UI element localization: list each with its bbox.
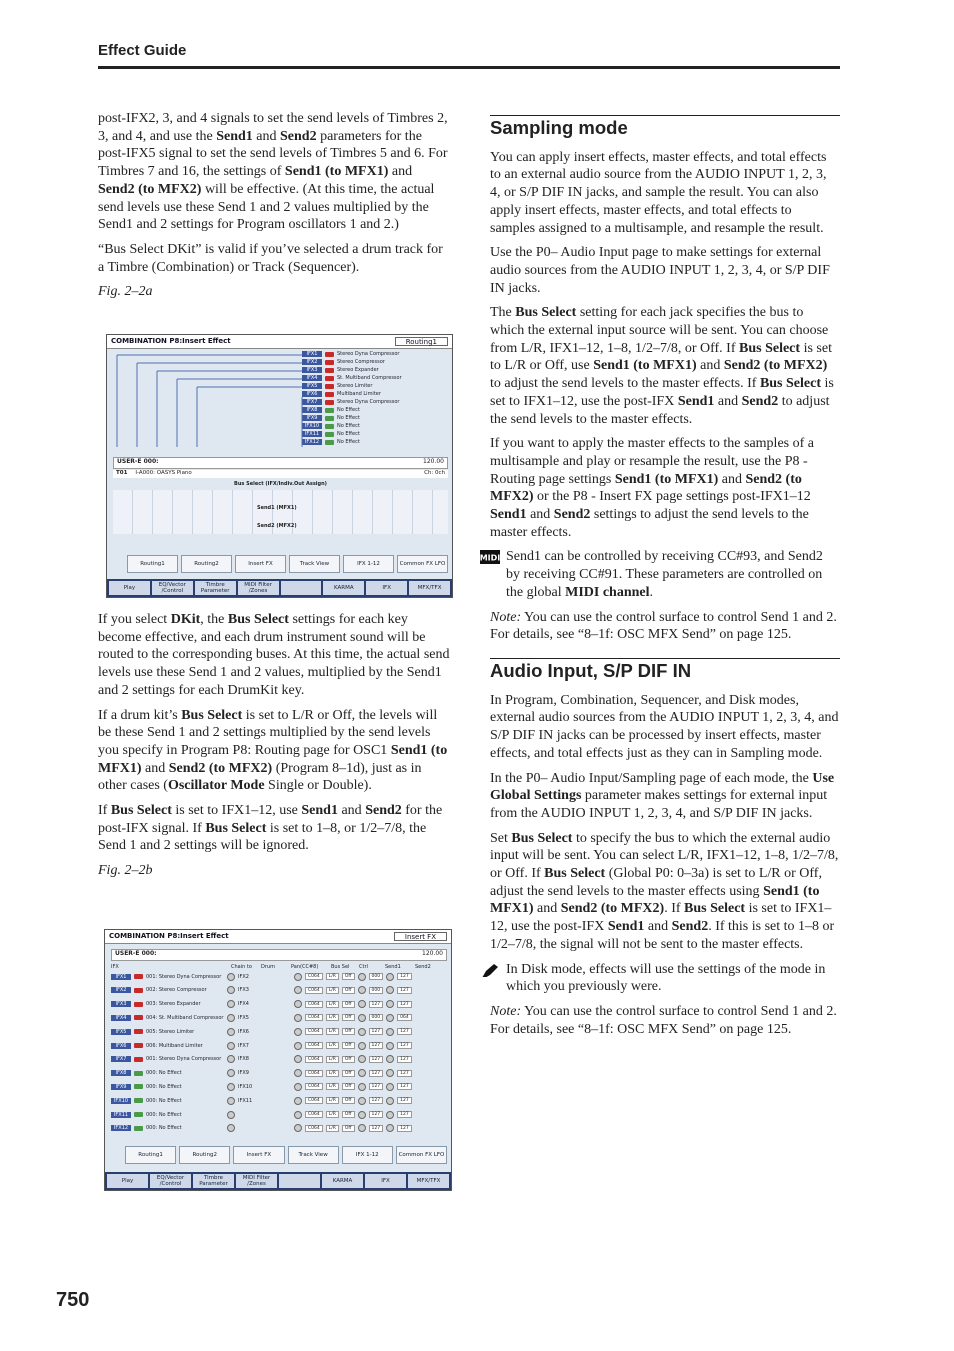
screen-title: COMBINATION P8:Insert Effect <box>109 932 229 940</box>
ifx-switch-icon[interactable] <box>134 1084 143 1089</box>
mode-button[interactable]: IFX <box>365 1174 406 1188</box>
chain-knob-icon[interactable] <box>227 1028 235 1036</box>
send1-value: 000 <box>369 973 384 980</box>
send2-knob-icon[interactable] <box>386 1055 394 1063</box>
ctrl-value[interactable]: Off <box>342 1083 355 1090</box>
chain-to: IFX4 <box>238 1001 249 1008</box>
send2-value: 127 <box>397 1070 412 1077</box>
ctrl-value[interactable]: Off <box>342 1028 355 1035</box>
column-header: Bus Sel <box>331 964 350 970</box>
bus-select[interactable]: L/R <box>326 1083 339 1090</box>
send2-knob-icon[interactable] <box>386 1097 394 1105</box>
send2-value: 127 <box>397 1097 412 1104</box>
ctrl-value[interactable]: Off <box>342 1070 355 1077</box>
ifx-name: No Effect <box>337 423 360 429</box>
column-header: Pan(CC#8) <box>291 964 319 970</box>
ifx-name[interactable]: 001: Stereo Dyna Compressor <box>146 973 222 980</box>
ifx-row <box>111 1027 447 1036</box>
ifx-label: IFX5 <box>111 1029 131 1035</box>
ifx-label: IFX8 <box>111 1070 131 1076</box>
send1-knob-icon[interactable] <box>358 973 366 981</box>
send1-value: 127 <box>369 1056 384 1063</box>
chain-knob-icon[interactable] <box>227 1069 235 1077</box>
send1-value: 127 <box>369 1125 384 1132</box>
mode-button[interactable]: IFX <box>366 581 407 595</box>
ifx-label: IFX5 <box>302 383 322 389</box>
column-header: Send1 <box>385 964 401 970</box>
ifx-row <box>111 1069 447 1078</box>
disk-note: In Disk mode, effects will use the settings of the mode in which you previously were. <box>480 961 840 996</box>
pan-value: C064 <box>305 1042 323 1049</box>
section-heading: Sampling mode <box>490 115 840 137</box>
send2-value: 127 <box>397 1056 412 1063</box>
page-tab[interactable]: IFX 1-12 <box>343 555 394 573</box>
chain-knob-icon[interactable] <box>227 1111 235 1119</box>
ifx-switch-icon[interactable] <box>134 974 143 979</box>
ifx-label: IFX9 <box>111 1084 131 1090</box>
note: Note: You can use the control surface to control Send 1 and 2. For details, see “8–1f: OSC MFX Send” on page 125. <box>490 1003 837 1037</box>
chain-to: IFX6 <box>238 1028 249 1035</box>
page-tab[interactable]: Routing1 <box>125 1146 176 1164</box>
send2-value: 127 <box>397 1001 412 1008</box>
ifx-label: IFX6 <box>111 1043 131 1049</box>
mode-button[interactable]: Timbre Parameter <box>193 1174 234 1188</box>
send2-knob-icon[interactable] <box>386 1000 394 1008</box>
send1-value: 127 <box>369 1028 384 1035</box>
mode-button[interactable] <box>279 1174 320 1188</box>
column-header: Ctrl <box>359 964 368 970</box>
send2-knob-icon[interactable] <box>386 986 394 994</box>
ifx-row <box>111 1055 447 1064</box>
header-rule <box>98 66 840 69</box>
page-tab[interactable]: Track View <box>289 555 340 573</box>
page-tab[interactable]: Common FX LFO <box>396 1146 447 1164</box>
mode-button[interactable] <box>281 581 322 595</box>
send1-knob-icon[interactable] <box>358 986 366 994</box>
bus-select[interactable]: L/R <box>326 1125 339 1132</box>
ifx-label: IFX11 <box>111 1112 131 1118</box>
page-select: Insert FX <box>394 932 447 941</box>
pan-value: C064 <box>305 1070 323 1077</box>
ifx-row <box>111 1013 447 1022</box>
ifx-row <box>111 972 447 981</box>
paragraph: You can apply insert effects, master effects, and total effects to an external audio source from the AUDIO INPUT 1, 2, 3, 4, or S/P DIF IN jacks, and sample the result. You can also apply insert effects, master effects, and total effects to samples assigned to a multisample, and resample the result. <box>490 149 827 236</box>
ifx-name: No Effect <box>337 431 360 437</box>
ifx-name: No Effect <box>337 439 360 445</box>
send2-value: 127 <box>397 1042 412 1049</box>
send2-knob-icon[interactable] <box>386 1042 394 1050</box>
ifx-switch-icon[interactable] <box>134 1098 143 1103</box>
mode-button[interactable]: Timbre Parameter <box>195 581 236 595</box>
ifx-name[interactable]: 005: Stereo Limiter <box>146 1028 195 1035</box>
page-number: 750 <box>56 1289 90 1311</box>
pan-knob-icon[interactable] <box>294 1000 302 1008</box>
chain-knob-icon[interactable] <box>227 986 235 994</box>
timbre-program: I-A000: OASYS Piano <box>135 470 192 476</box>
ifx-label: IFX9 <box>302 415 322 421</box>
pan-knob-icon[interactable] <box>294 1111 302 1119</box>
ifx-label: IFX4 <box>111 1015 131 1021</box>
page-tab[interactable]: Track View <box>288 1146 339 1164</box>
paragraph: Use the P0– Audio Input page to make settings for external audio sources from the AUDIO INPUT 1, 2, 3, 4, or S/P DIF IN jacks. <box>490 245 830 296</box>
send1-value: 127 <box>369 1111 384 1118</box>
pan-value: C064 <box>305 1014 323 1021</box>
send1-value: 000 <box>369 1014 384 1021</box>
pan-knob-icon[interactable] <box>294 1083 302 1091</box>
send2-label: Send2 (MFX2) <box>257 523 297 529</box>
ifx-label: IFX2 <box>302 359 322 365</box>
ifx-name[interactable]: 000: No Effect <box>146 1125 182 1132</box>
ifx-switch-icon[interactable] <box>134 1043 143 1048</box>
send1-knob-icon[interactable] <box>358 1111 366 1119</box>
send2-value: 127 <box>397 1083 412 1090</box>
figure-caption: Fig. 2–2a <box>98 284 153 300</box>
send2-value: 127 <box>397 1111 412 1118</box>
ifx-name: Stereo Dyna Compressor <box>337 351 400 357</box>
send1-value: 127 <box>369 1070 384 1077</box>
ctrl-value[interactable]: Off <box>342 1097 355 1104</box>
right-column <box>480 115 840 1045</box>
ifx-switch-icon[interactable] <box>134 1071 143 1076</box>
mode-button[interactable]: EQ/Vector /Control <box>152 581 193 595</box>
paragraph: In Program, Combination, Sequencer, and Disk modes, external audio sources from the AUDIO INPUT 1, 2, 3, 4, and S/P DIF IN jacks can be processed by insert effects, master effects, and total effects just as they can in Sampling mode. <box>490 692 839 761</box>
page-tab[interactable]: Routing1 <box>127 555 178 573</box>
channel: Ch: 0ch <box>424 470 445 476</box>
ctrl-value[interactable]: Off <box>342 987 355 994</box>
ifx-label: IFX7 <box>111 1056 131 1062</box>
send1-value: 127 <box>369 1083 384 1090</box>
ifx-label: IFX3 <box>111 1001 131 1007</box>
ifx-name: Stereo Compressor <box>337 359 385 365</box>
paragraph: If Bus Select is set to IFX1–12, use Send1 and Send2 for the post-IFX signal. If Bus Select is set to 1–8, or 1/2–7/8, the Send 1 and 2 settings will be ignored. <box>98 803 443 854</box>
midi-note: MIDI Send1 can be controlled by receiving CC#93, and Send2 by receiving CC#91. These parameters are controlled on the global MIDI channel. <box>480 549 823 600</box>
ifx-row <box>111 986 447 995</box>
mode-button[interactable]: EQ/Vector /Control <box>150 1174 191 1188</box>
ifx-name[interactable]: 000: No Effect <box>146 1083 182 1090</box>
chain-to: IFX11 <box>238 1097 253 1104</box>
ctrl-value[interactable]: Off <box>342 1001 355 1008</box>
ifx-label: IFX7 <box>302 399 322 405</box>
ifx-switch-icon[interactable] <box>134 1029 143 1034</box>
paragraph: “Bus Select DKit” is valid if you’ve selected a drum track for a Timbre (Combination) or Track (Sequencer). <box>98 241 443 275</box>
chain-to: IFX10 <box>238 1083 253 1090</box>
ifx-name[interactable]: 006: Multiband Limiter <box>146 1042 203 1049</box>
section-heading: Audio Input, S/P DIF IN <box>490 658 840 680</box>
mode-button[interactable]: Play <box>109 581 150 595</box>
mode-button[interactable]: MIDI Filter /Zones <box>238 581 279 595</box>
send1-knob-icon[interactable] <box>358 1124 366 1132</box>
pan-value: C064 <box>305 1111 323 1118</box>
pan-knob-icon[interactable] <box>294 1097 302 1105</box>
send1-label: Send1 (MFX1) <box>257 505 297 511</box>
ifx-switch-icon[interactable] <box>134 1112 143 1117</box>
ifx-label: IFX12 <box>111 1125 131 1131</box>
send1-knob-icon[interactable] <box>358 1083 366 1091</box>
ifx-switch-icon[interactable] <box>134 1126 143 1131</box>
ifx-label: IFX8 <box>302 407 322 413</box>
pan-knob-icon[interactable] <box>294 1014 302 1022</box>
send1-knob-icon[interactable] <box>358 1069 366 1077</box>
ifx-name: Stereo Dyna Compressor <box>337 399 400 405</box>
mode-bar <box>107 579 452 597</box>
pan-value: C064 <box>305 973 323 980</box>
chain-knob-icon[interactable] <box>227 973 235 981</box>
mode-button[interactable]: Play <box>107 1174 148 1188</box>
bus-select[interactable]: L/R <box>326 1028 339 1035</box>
pan-knob-icon[interactable] <box>294 1069 302 1077</box>
ifx-switch-icon[interactable] <box>134 1002 143 1007</box>
paragraph: Set Bus Select to specify the bus to which the external audio input will be sent. You can select L/R, IFX1–12, 1–8, 1/2–7/8, or Off. If Bus Select (Global P0: 0–3a) is set to L/R or Off, adjust the send levels to the master effects using Send1 (to MFX1) and Send2 (to MFX2). If Bus Select is set to IFX1–12, use the post-IFX Send1 and Send2. If this is set to 1–8 or 1/2–7/8, the signal will not be sent to the master effects. <box>490 830 839 952</box>
ctrl-value[interactable]: Off <box>342 1125 355 1132</box>
bus-select[interactable]: L/R <box>326 1097 339 1104</box>
ifx-label: IFX3 <box>302 367 322 373</box>
ifx-name[interactable]: 000: No Effect <box>146 1070 182 1077</box>
figure-caption: Fig. 2–2b <box>98 863 153 879</box>
ctrl-value[interactable]: Off <box>342 1042 355 1049</box>
pan-knob-icon[interactable] <box>294 986 302 994</box>
paragraph: If you select DKit, the Bus Select settings for each key become effective, and each drum instrument sound will be routed to the corresponding buses. At this time, the actual send levels use these Send 1 and 2 values, multiplied by the Send1 and 2 settings for each DrumKit key. <box>98 612 450 698</box>
ctrl-value[interactable]: Off <box>342 1056 355 1063</box>
ifx-name: Stereo Limiter <box>337 383 373 389</box>
bus-select[interactable]: L/R <box>326 1111 339 1118</box>
chain-to: IFX9 <box>238 1070 249 1077</box>
ifx-label: IFX12 <box>302 439 322 445</box>
chain-knob-icon[interactable] <box>227 1014 235 1022</box>
pan-value: C064 <box>305 1001 323 1008</box>
bus-select[interactable]: L/R <box>326 1001 339 1008</box>
page-tab[interactable]: Routing2 <box>181 555 232 573</box>
pan-knob-icon[interactable] <box>294 1042 302 1050</box>
ifx-row <box>111 1041 447 1050</box>
ifx-label: IFX11 <box>302 431 322 437</box>
mode-button[interactable]: MFX/TFX <box>409 581 450 595</box>
page-tab[interactable]: Routing2 <box>179 1146 230 1164</box>
ifx-row <box>111 1000 447 1009</box>
ifx-name: Stereo Expander <box>337 367 379 373</box>
timbre-number: T01 <box>116 470 128 476</box>
send2-value: 127 <box>397 987 412 994</box>
ifx-label: IFX10 <box>302 423 322 429</box>
send1-value: 127 <box>369 1001 384 1008</box>
ifx-label: IFX4 <box>302 375 322 381</box>
pan-value: C064 <box>305 1056 323 1063</box>
screen-title: COMBINATION P8:Insert Effect <box>111 337 231 345</box>
send2-knob-icon[interactable] <box>386 1111 394 1119</box>
bus-select[interactable]: L/R <box>326 1070 339 1077</box>
ifx-switch-icon[interactable] <box>134 1015 143 1020</box>
send1-knob-icon[interactable] <box>358 1014 366 1022</box>
ifx-row <box>111 1124 447 1133</box>
mode-button[interactable]: KARMA <box>323 581 364 595</box>
bus-select[interactable]: L/R <box>326 1014 339 1021</box>
mode-button[interactable]: MIDI Filter /Zones <box>236 1174 277 1188</box>
chain-to: IFX8 <box>238 1056 249 1063</box>
ctrl-value[interactable]: Off <box>342 973 355 980</box>
chain-knob-icon[interactable] <box>227 1000 235 1008</box>
program-name: USER-E 000: <box>117 458 159 465</box>
figure-2-2a-screenshot <box>106 334 453 598</box>
chain-to: IFX3 <box>238 987 249 994</box>
tempo: 120.00 <box>422 950 443 957</box>
ifx-name[interactable]: 003: Stereo Expander <box>146 1001 201 1008</box>
left-column-lower <box>98 611 450 887</box>
ifx-name: No Effect <box>337 407 360 413</box>
ifx-row <box>111 1110 447 1119</box>
paragraph: If you want to apply the master effects to the samples of a multisample and play or resample the result, use the P8 - Routing page settings Send1 (to MFX1) and Send2 (to MFX2) or the P8 - Insert FX page settings post-IFX1–12 Send1 and Send2 settings to adjust the send levels to the master effects. <box>490 436 814 540</box>
chain-to: IFX7 <box>238 1042 249 1049</box>
mode-button[interactable]: KARMA <box>322 1174 363 1188</box>
chain-knob-icon[interactable] <box>227 1097 235 1105</box>
ifx-name: St. Multiband Compressor <box>337 375 402 381</box>
ifx-label: IFX2 <box>111 987 131 993</box>
page-tabs <box>125 1146 447 1164</box>
pan-knob-icon[interactable] <box>294 973 302 981</box>
ifx-label: IFX1 <box>111 974 131 980</box>
pan-value: C064 <box>305 1083 323 1090</box>
ifx-label: IFX10 <box>111 1098 131 1104</box>
bus-select-header: Bus Select (IFX/Indiv.Out Assign) <box>234 481 327 487</box>
ifx-name: No Effect <box>337 415 360 421</box>
pan-value: C064 <box>305 987 323 994</box>
ifx-switch-icon[interactable] <box>134 988 143 993</box>
mode-button[interactable]: MFX/TFX <box>408 1174 449 1188</box>
paragraph: If a drum kit’s Bus Select is set to L/R or Off, the levels will be these Send 1 and 2 settings multiplied by the send levels you specify in Program P8: Routing page for OSC1 Send1 (to MFX1) and Send2 (to MFX2) (Program 8–1d), just as in other cases (Oscillator Mode Single or Double). <box>98 707 448 794</box>
chain-to: IFX2 <box>238 973 249 980</box>
pan-value: C064 <box>305 1125 323 1132</box>
send1-value: 000 <box>369 987 384 994</box>
pan-knob-icon[interactable] <box>294 1028 302 1036</box>
pan-value: C064 <box>305 1097 323 1104</box>
column-header: Chain to <box>231 964 252 970</box>
paragraph: post-IFX2, 3, and 4 signals to set the send levels of Timbres 2, 3, and 4, and use the Send1 and Send2 parameters for the post-IFX5 signal to set the send levels of Timbres 5 and 6. For Timbres 7 and 16, the settings of Send1 (to MFX1) and Send2 (to MFX2) will be effective. (At this time, the actual send levels use these Send 1 and 2 values multiplied by the Send1 and 2 settings for Program oscillators 1 and 2.) <box>98 111 448 233</box>
mode-bar <box>105 1172 451 1190</box>
send1-knob-icon[interactable] <box>358 1000 366 1008</box>
send2-value: 064 <box>397 1014 412 1021</box>
send1-knob-icon[interactable] <box>358 1028 366 1036</box>
page-tab[interactable]: Insert FX <box>233 1146 284 1164</box>
send1-knob-icon[interactable] <box>358 1097 366 1105</box>
note: Note: You can use the control surface to control Send 1 and 2. For details, see “8–1f: OSC MFX Send” on page 125. <box>490 609 837 643</box>
ifx-name[interactable]: 000: No Effect <box>146 1111 182 1118</box>
column-header: Send2 <box>415 964 431 970</box>
column-header: Drum <box>261 964 275 970</box>
bus-select[interactable]: L/R <box>326 1056 339 1063</box>
bus-select[interactable]: L/R <box>326 973 339 980</box>
send2-value: 127 <box>397 1028 412 1035</box>
pan-knob-icon[interactable] <box>294 1055 302 1063</box>
svg-text:MIDI: MIDI <box>480 553 500 563</box>
running-header: Effect Guide <box>98 42 187 59</box>
ctrl-value[interactable]: Off <box>342 1014 355 1021</box>
midi-icon <box>480 550 500 564</box>
left-column <box>98 110 450 308</box>
page-tabs <box>127 555 448 573</box>
page-tab[interactable]: Insert FX <box>235 555 286 573</box>
ifx-name[interactable]: 001: Stereo Dyna Compressor <box>146 1056 222 1063</box>
pan-value: C064 <box>305 1028 323 1035</box>
page-tab[interactable]: Common FX LFO <box>397 555 448 573</box>
page-tab[interactable]: IFX 1-12 <box>342 1146 393 1164</box>
ifx-name[interactable]: 000: No Effect <box>146 1097 182 1104</box>
chain-knob-icon[interactable] <box>227 1124 235 1132</box>
figure-2-2b-screenshot <box>104 929 452 1191</box>
ifx-name[interactable]: 002: Stereo Compressor <box>146 987 207 994</box>
paragraph: In the P0– Audio Input/Sampling page of each mode, the Use Global Settings parameter makes settings for external input from the AUDIO INPUT 1, 2, 3, 4, and S/P DIF IN jacks. <box>490 770 835 821</box>
chain-knob-icon[interactable] <box>227 1055 235 1063</box>
ifx-row <box>111 1096 447 1105</box>
send2-knob-icon[interactable] <box>386 1083 394 1091</box>
send1-value: 127 <box>369 1097 384 1104</box>
ifx-label: IFX6 <box>302 391 322 397</box>
routing-lines <box>107 347 452 457</box>
program-name: USER-E 000: <box>115 950 157 957</box>
send2-value: 127 <box>397 973 412 980</box>
chain-to: IFX5 <box>238 1014 249 1021</box>
send2-knob-icon[interactable] <box>386 1124 394 1132</box>
send2-knob-icon[interactable] <box>386 1069 394 1077</box>
chain-knob-icon[interactable] <box>227 1042 235 1050</box>
ifx-name: Multiband Limiter <box>337 391 381 397</box>
chain-knob-icon[interactable] <box>227 1083 235 1091</box>
send2-value: 127 <box>397 1125 412 1132</box>
column-header: IFX <box>111 964 119 970</box>
send1-knob-icon[interactable] <box>358 1042 366 1050</box>
tempo: 120.00 <box>423 458 444 465</box>
paragraph: The Bus Select setting for each jack specifies the bus to which the external input source will be sent. You can choose from L/R, IFX1–12, 1–8, 1/2–7/8, or Off. If Bus Select is set to L/R or Off, use Send1 (to MFX1) and Send2 (to MFX2) to adjust the send levels to the master effects. If Bus Select is set to IFX1–12, use the post-IFX Send1 and Send2 to adjust the send levels to the master effects. <box>490 305 834 427</box>
page-select: Routing1 <box>395 337 448 346</box>
send2-knob-icon[interactable] <box>386 973 394 981</box>
bus-select[interactable]: L/R <box>326 987 339 994</box>
ifx-name[interactable]: 004: St. Multiband Compressor <box>146 1014 224 1021</box>
send1-knob-icon[interactable] <box>358 1055 366 1063</box>
pan-knob-icon[interactable] <box>294 1124 302 1132</box>
send2-knob-icon[interactable] <box>386 1028 394 1036</box>
pencil-warning-icon <box>480 963 500 977</box>
bus-select[interactable]: L/R <box>326 1042 339 1049</box>
ctrl-value[interactable]: Off <box>342 1111 355 1118</box>
ifx-row <box>111 1082 447 1091</box>
send2-knob-icon[interactable] <box>386 1014 394 1022</box>
ifx-label: IFX1 <box>302 351 322 357</box>
ifx-switch-icon[interactable] <box>134 1057 143 1062</box>
send1-value: 127 <box>369 1042 384 1049</box>
column-headers <box>111 964 447 971</box>
